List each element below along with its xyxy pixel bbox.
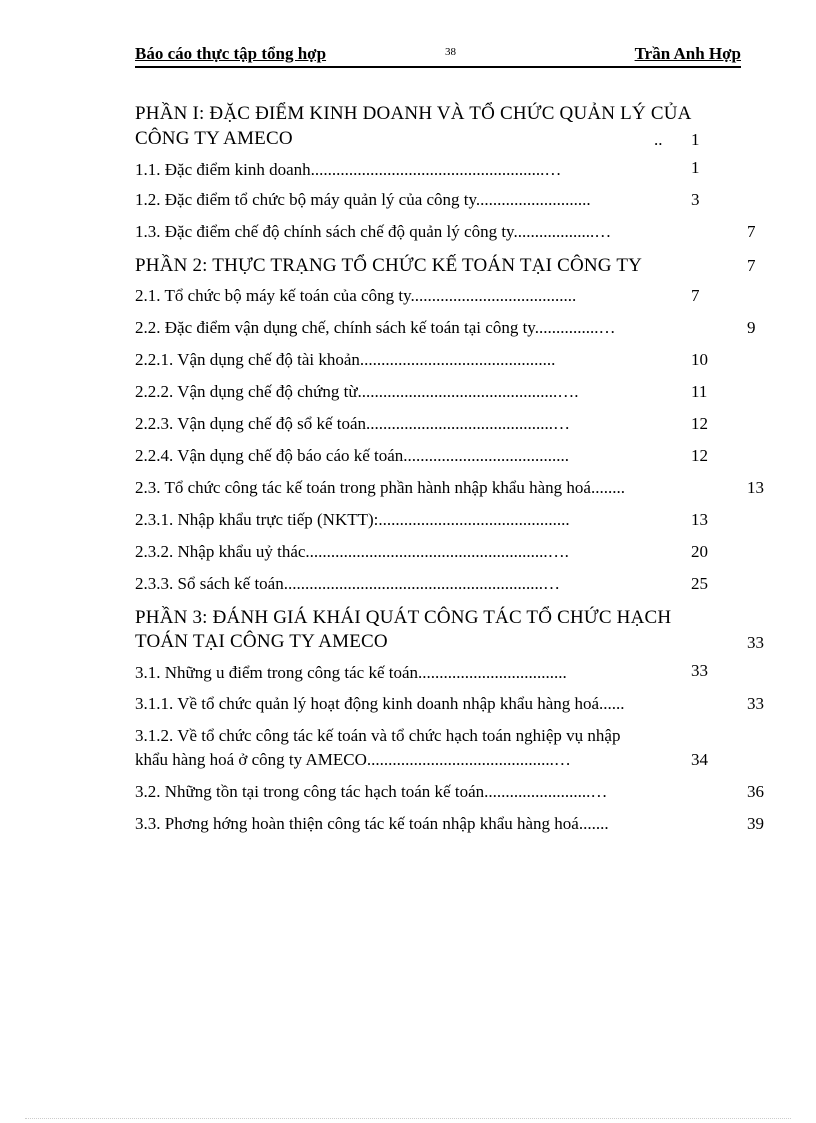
toc-entry-3-1-2-cont: khẩu hàng hoá ở công ty AMECO............................................… — [135, 750, 571, 769]
toc-page: 33 — [747, 694, 764, 713]
toc-leader: .. — [654, 130, 663, 149]
toc-page: 25 — [691, 574, 708, 593]
toc-page: 12 — [691, 446, 708, 465]
toc-page: 33 — [691, 661, 708, 680]
toc-part-2-title: PHẦN 2: THỰC TRẠNG TỔ CHỨC KẾ TOÁN TẠI CÔNG TY — [135, 255, 643, 276]
toc-page: 10 — [691, 350, 708, 369]
toc-entry-1-2: 1.2. Đặc điểm tổ chức bộ máy quản lý của công ty........................... — [135, 190, 591, 209]
toc-part-1-title-cont: CÔNG TY AMECO — [135, 128, 293, 149]
toc-page: 1 — [691, 130, 700, 149]
toc-entry-2-2: 2.2. Đặc điểm vận dụng chế, chính sách kế toán tại công ty...............… — [135, 318, 616, 337]
toc-entry-2-2-3: 2.2.3. Vận dụng chế độ sổ kế toán............................................… — [135, 414, 571, 433]
toc-page: 7 — [747, 222, 756, 241]
toc-page: 1 — [691, 158, 700, 177]
toc-entry-2-2-2: 2.2.2. Vận dụng chế độ chứng từ...............................................…. — [135, 382, 579, 401]
header-page-number: 38 — [445, 46, 456, 58]
toc-entry-1-3: 1.3. Đặc điểm chế độ chính sách chế độ quản lý công ty...................… — [135, 222, 612, 241]
toc-page: 39 — [747, 814, 764, 833]
toc-entry-2-3: 2.3. Tổ chức công tác kế toán trong phần hành nhập khẩu hàng hoá........ — [135, 478, 625, 497]
toc-entry-3-1-1: 3.1.1. Về tổ chức quản lý hoạt động kinh doanh nhập khẩu hàng hoá...... — [135, 694, 625, 713]
toc-entry-2-2-4: 2.2.4. Vận dụng chế độ báo cáo kế toán....................................... — [135, 446, 570, 465]
page-bottom-rule — [25, 1118, 791, 1119]
toc-page: 9 — [747, 318, 756, 337]
toc-page: 3 — [691, 190, 700, 209]
toc-entry-2-1: 2.1. Tổ chức bộ máy kế toán của công ty....................................... — [135, 286, 577, 305]
toc-page: 36 — [747, 782, 764, 801]
toc-entry-3-3: 3.3. Phơng hớng hoàn thiện công tác kế toán nhập khẩu hàng hoá....... — [135, 814, 609, 833]
toc-entry-3-1-2: 3.1.2. Về tổ chức công tác kế toán và tổ chức hạch toán nghiệp vụ nhập — [135, 726, 621, 745]
toc-part-3-title: PHẦN 3: ĐÁNH GIÁ KHÁI QUÁT CÔNG TÁC TỔ CHỨC HẠCH — [135, 607, 672, 628]
toc-page: 12 — [691, 414, 708, 433]
toc-entry-3-2: 3.2. Những tồn tại trong công tác hạch toán kế toán.........................… — [135, 782, 608, 801]
toc-page: 7 — [747, 256, 756, 275]
toc-entry-2-3-2: 2.3.2. Nhập khẩu uỷ thác.........................................................…. — [135, 542, 569, 561]
toc-part-3-title-cont: TOÁN TẠI CÔNG TY AMECO — [135, 631, 388, 652]
toc-page: 33 — [747, 633, 764, 652]
toc-page: 13 — [691, 510, 708, 529]
toc-entry-2-3-1: 2.3.1. Nhập khẩu trực tiếp (NKTT):............................................. — [135, 510, 570, 529]
header-author: Trần Anh Hợp — [634, 44, 741, 63]
toc-page: 11 — [691, 382, 708, 401]
header-title: Báo cáo thực tập tổng hợp — [135, 44, 327, 63]
toc-page: 34 — [691, 750, 708, 769]
toc-page: 13 — [747, 478, 764, 497]
toc-entry-3-1: 3.1. Những u điểm trong công tác kế toán................................... — [135, 663, 567, 682]
toc-page: 20 — [691, 542, 708, 561]
toc-entry-2-3-3: 2.3.3. Sổ sách kế toán.............................................................… — [135, 574, 560, 593]
toc-page: 7 — [691, 286, 700, 305]
toc-entry-2-2-1: 2.2.1. Vận dụng chế độ tài khoản.............................................. — [135, 350, 556, 369]
toc-entry-1-1: 1.1. Đặc điểm kinh doanh.......................................................… — [135, 160, 562, 179]
toc-part-1-title: PHẦN I: ĐẶC ĐIỂM KINH DOANH VÀ TỔ CHỨC QUẢN LÝ CỦA — [135, 103, 692, 124]
